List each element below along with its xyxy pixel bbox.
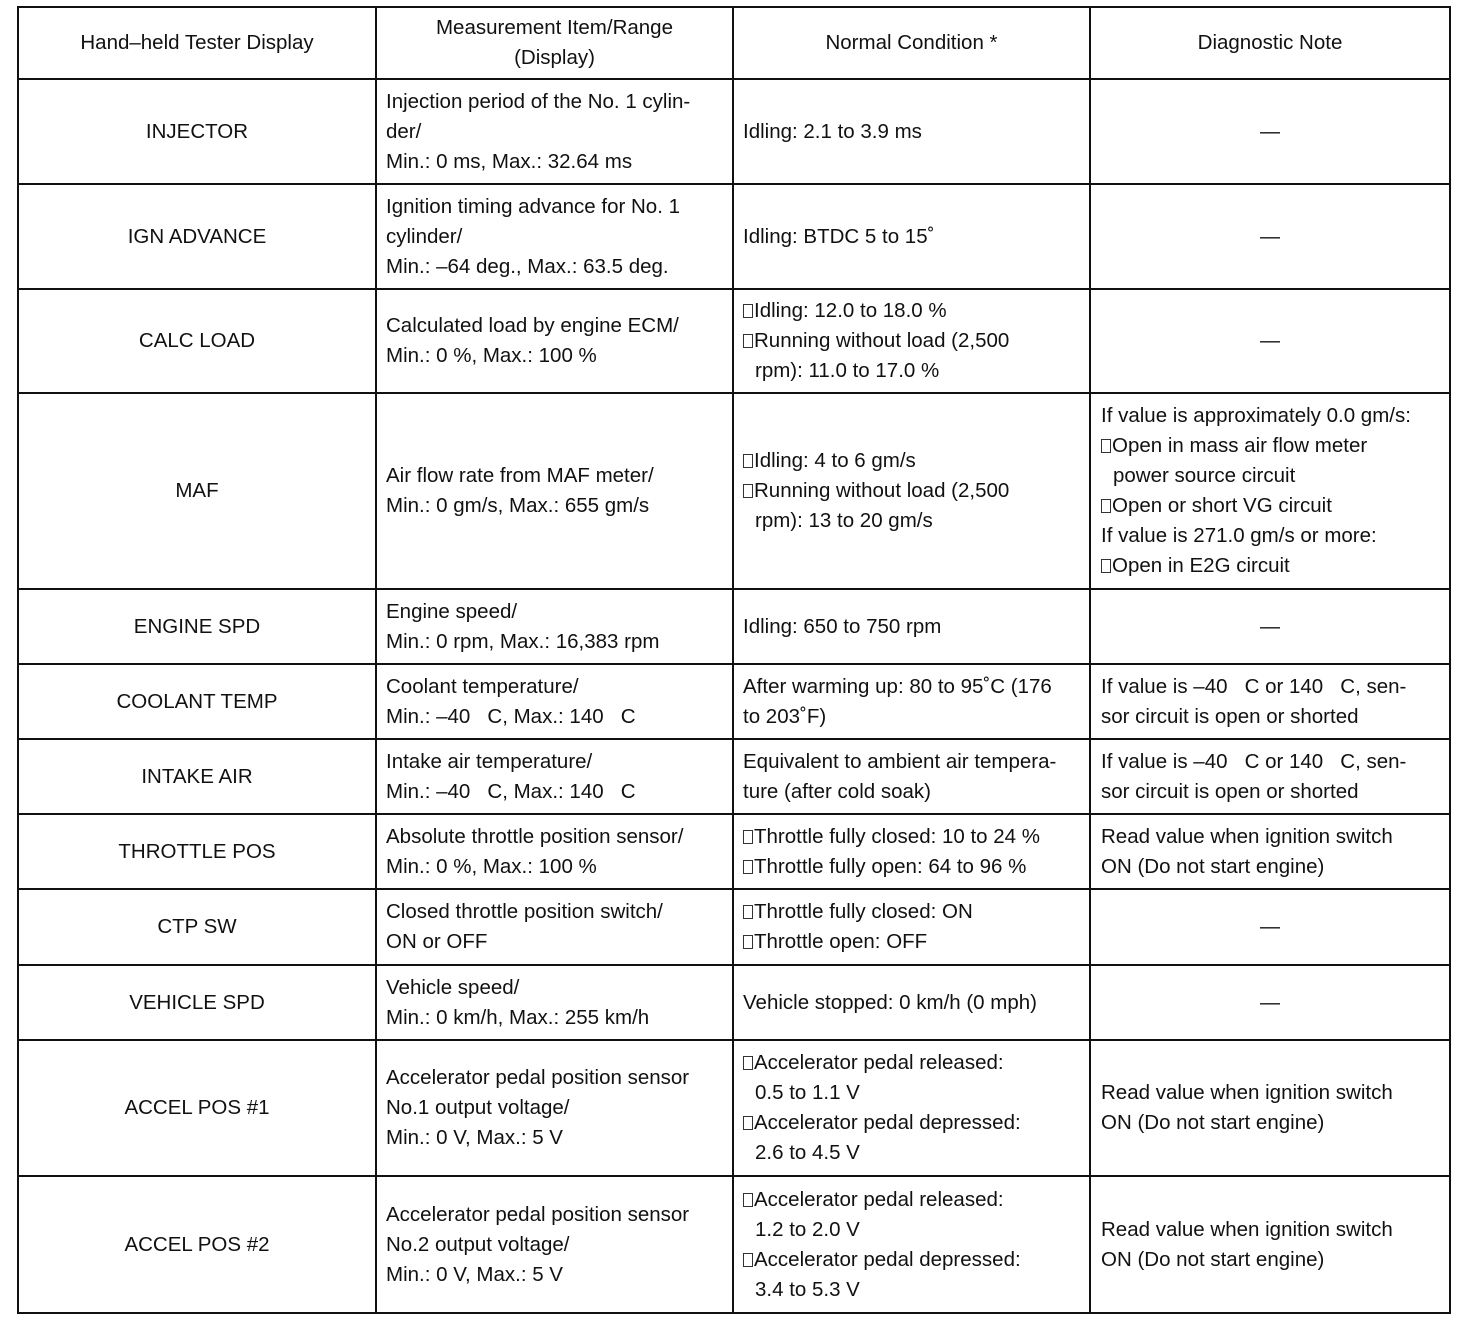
bullet-box-icon: [1101, 559, 1111, 573]
note-line: If value is 271.0 gm/s or more:: [1101, 524, 1377, 547]
tester-display-cell: [18, 1040, 376, 1176]
tester-display-text: CTP SW: [157, 915, 237, 938]
item-line: Min.: –40 C, Max.: 140 C: [386, 704, 636, 728]
header-measurement-line1: Measurement Item/Range: [435, 16, 673, 39]
table-row: [18, 664, 1450, 739]
normal-condition-cell: [733, 184, 1090, 289]
tester-display-cell: [18, 393, 376, 589]
measurement-item-cell: [376, 289, 733, 393]
bullet-box-icon: [1101, 499, 1111, 513]
item-line: Min.: 0 %, Max.: 100 %: [386, 344, 597, 367]
diagnostic-note-cell: [1090, 393, 1450, 589]
table-row: [18, 289, 1450, 393]
diagnostic-note-cell: [1090, 814, 1450, 889]
normal-line: After warming up: 80 to 95˚C (176: [743, 674, 1052, 698]
table-row: [18, 889, 1450, 965]
tester-display-cell: [18, 965, 376, 1040]
normal-line-text: Accelerator pedal depressed:: [754, 1247, 1021, 1271]
measurement-item-cell: [376, 589, 733, 664]
item-line: Min.: –40 C, Max.: 140 C: [386, 779, 636, 803]
header-measurement-line2: (Display): [514, 46, 595, 69]
normal-line: 1.2 to 2.0 V: [755, 1217, 860, 1241]
header-measurement-item: [376, 7, 733, 79]
normal-condition-cell: [733, 393, 1090, 589]
item-line: Accelerator pedal position sensor: [386, 1066, 690, 1089]
tester-display-cell: [18, 664, 376, 739]
tester-display-text: INJECTOR: [145, 119, 249, 143]
item-line: Vehicle speed/: [386, 975, 520, 999]
item-line: Engine speed/: [386, 599, 518, 623]
diagnostic-note-cell: [1090, 1176, 1450, 1313]
item-line: No.1 output voltage/: [386, 1096, 570, 1119]
item-line: Ignition timing advance for No. 1: [386, 194, 680, 218]
measurement-item-cell: [376, 889, 733, 965]
diagnostic-note-cell: [1090, 184, 1450, 289]
bullet-box-icon: [743, 1253, 753, 1267]
tester-display-text: IGN ADVANCE: [127, 224, 267, 248]
table-row: [18, 184, 1450, 289]
tester-display-text: MAF: [175, 479, 219, 502]
tester-display-text: ACCEL POS #1: [124, 1096, 270, 1119]
item-line: Min.: –64 deg., Max.: 63.5 deg.: [386, 254, 669, 278]
header-normal-condition-text: Normal Condition *: [825, 31, 998, 54]
item-line: cylinder/: [386, 224, 463, 248]
normal-line-text: Throttle fully closed: 10 to 24 %: [754, 824, 1041, 848]
normal-line: to 203˚F): [743, 704, 827, 728]
normal-condition-cell: [733, 1040, 1090, 1176]
table-row: [18, 1176, 1450, 1313]
item-line: ON or OFF: [386, 930, 488, 953]
normal-line-text: Throttle fully closed: ON: [754, 900, 973, 923]
measurement-item-cell: [376, 79, 733, 184]
diagnostic-note-cell: [1090, 664, 1450, 739]
header-normal-condition: [733, 7, 1090, 79]
diagnostic-note-cell: [1090, 589, 1450, 664]
header-diagnostic-note: [1090, 7, 1450, 79]
diagnostic-note-cell: [1090, 79, 1450, 184]
measurement-item-cell: [376, 965, 733, 1040]
normal-line: 2.6 to 4.5 V: [755, 1141, 860, 1164]
bullet-box-icon: [743, 905, 753, 919]
no-note-dash: —: [1260, 991, 1280, 1014]
bullet-box-icon: [743, 1056, 753, 1070]
normal-bullet-line: [743, 822, 1081, 852]
note-line: If value is approximately 0.0 gm/s:: [1101, 404, 1411, 427]
header-row: [18, 7, 1450, 79]
item-line: Air flow rate from MAF meter/: [386, 464, 654, 487]
data-list-table-container: [17, 6, 1449, 1314]
item-line: Absolute throttle position sensor/: [386, 824, 684, 848]
measurement-item-cell: [376, 739, 733, 814]
item-line: Coolant temperature/: [386, 674, 579, 698]
item-line: Accelerator pedal position sensor: [386, 1202, 690, 1226]
normal-line: Vehicle stopped: 0 km/h (0 mph): [743, 990, 1037, 1014]
note-line-text: Open or short VG circuit: [1112, 494, 1332, 517]
measurement-item-cell: [376, 1176, 733, 1313]
normal-condition-cell: [733, 289, 1090, 393]
no-note-dash: —: [1260, 916, 1280, 938]
note-line: Read value when ignition switch: [1101, 824, 1393, 848]
bullet-box-icon: [743, 304, 753, 318]
diagnostic-note-cell: [1090, 1040, 1450, 1176]
normal-bullet-line: [743, 326, 1081, 356]
note-line-text: Open in mass air flow meter: [1112, 434, 1368, 457]
tester-display-text: CALC LOAD: [138, 329, 256, 352]
note-line: ON (Do not start engine): [1101, 1247, 1325, 1271]
table-row: [18, 814, 1450, 889]
note-line-text: Open in E2G circuit: [1112, 554, 1290, 577]
normal-line: Idling: 2.1 to 3.9 ms: [743, 119, 922, 143]
note-line: sor circuit is open or shorted: [1101, 704, 1359, 728]
normal-line: rpm): 13 to 20 gm/s: [755, 509, 933, 532]
table-row: [18, 589, 1450, 664]
bullet-box-icon: [1101, 439, 1111, 453]
bullet-box-icon: [743, 484, 753, 498]
bullet-box-icon: [743, 935, 753, 949]
item-line: Min.: 0 V, Max.: 5 V: [386, 1262, 563, 1286]
normal-line: ture (after cold soak): [743, 779, 931, 803]
data-list-table: [17, 6, 1451, 1314]
normal-line: 0.5 to 1.1 V: [755, 1081, 860, 1104]
table-row: [18, 393, 1450, 589]
note-line: power source circuit: [1113, 464, 1296, 487]
normal-bullet-line: [743, 1108, 1081, 1138]
no-note-dash: —: [1260, 120, 1280, 143]
normal-line-text: Accelerator pedal depressed:: [754, 1111, 1021, 1134]
measurement-item-cell: [376, 184, 733, 289]
note-bullet-line: [1101, 551, 1441, 581]
normal-bullet-line: [743, 446, 1081, 476]
normal-bullet-line: [743, 1245, 1081, 1275]
normal-bullet-line: [743, 476, 1081, 506]
note-line: ON (Do not start engine): [1101, 1111, 1325, 1134]
tester-display-text: ACCEL POS #2: [124, 1232, 270, 1256]
normal-bullet-line: [743, 296, 1081, 326]
normal-condition-cell: [733, 814, 1090, 889]
item-line: Min.: 0 rpm, Max.: 16,383 rpm: [386, 629, 660, 653]
normal-line: 3.4 to 5.3 V: [755, 1277, 860, 1301]
table-row: [18, 79, 1450, 184]
normal-line-text: Running without load (2,500: [754, 329, 1010, 352]
normal-condition-cell: [733, 889, 1090, 965]
item-line: Min.: 0 km/h, Max.: 255 km/h: [386, 1005, 650, 1029]
table-row: [18, 1040, 1450, 1176]
tester-display-cell: [18, 289, 376, 393]
normal-line-text: Accelerator pedal released:: [754, 1187, 1004, 1211]
tester-display-cell: [18, 739, 376, 814]
item-line: Closed throttle position switch/: [386, 900, 663, 923]
item-line: Min.: 0 ms, Max.: 32.64 ms: [386, 149, 633, 173]
note-line: Read value when ignition switch: [1101, 1081, 1393, 1104]
item-line: Injection period of the No. 1 cylin-: [386, 89, 691, 113]
tester-display-cell: [18, 184, 376, 289]
note-bullet-line: [1101, 491, 1441, 521]
normal-line-text: Idling: 4 to 6 gm/s: [754, 449, 916, 472]
bullet-box-icon: [743, 454, 753, 468]
tester-display-text: THROTTLE POS: [118, 839, 276, 863]
tester-display-cell: [18, 1176, 376, 1313]
measurement-item-cell: [376, 664, 733, 739]
measurement-item-cell: [376, 1040, 733, 1176]
normal-condition-cell: [733, 79, 1090, 184]
header-diagnostic-note-text: Diagnostic Note: [1197, 31, 1343, 54]
note-line: Read value when ignition switch: [1101, 1217, 1393, 1241]
tester-display-cell: [18, 79, 376, 184]
item-line: No.2 output voltage/: [386, 1232, 570, 1256]
bullet-box-icon: [743, 1116, 753, 1130]
item-line: Min.: 0 gm/s, Max.: 655 gm/s: [386, 494, 650, 517]
note-line: If value is –40 C or 140 C, sen-: [1101, 749, 1407, 773]
header-tester-display: [18, 7, 376, 79]
normal-bullet-line: [743, 927, 1081, 957]
tester-display-text: ENGINE SPD: [133, 614, 261, 638]
header-tester-display-text: Hand–held Tester Display: [80, 31, 314, 54]
bullet-box-icon: [743, 1193, 753, 1207]
tester-display-cell: [18, 589, 376, 664]
note-line: If value is –40 C or 140 C, sen-: [1101, 674, 1407, 698]
normal-line-text: Throttle fully open: 64 to 96 %: [754, 854, 1027, 878]
normal-bullet-line: [743, 1048, 1081, 1078]
no-note-dash: —: [1260, 330, 1280, 352]
bullet-box-icon: [743, 830, 753, 844]
tester-display-cell: [18, 814, 376, 889]
diagnostic-note-cell: [1090, 965, 1450, 1040]
normal-line-text: Accelerator pedal released:: [754, 1051, 1004, 1074]
note-line: sor circuit is open or shorted: [1101, 779, 1359, 803]
bullet-box-icon: [743, 860, 753, 874]
normal-condition-cell: [733, 1176, 1090, 1313]
item-line: Intake air temperature/: [386, 749, 593, 773]
measurement-item-cell: [376, 393, 733, 589]
normal-line: Idling: BTDC 5 to 15˚: [743, 224, 935, 248]
table-row: [18, 965, 1450, 1040]
bullet-box-icon: [743, 334, 753, 348]
diagnostic-note-cell: [1090, 889, 1450, 965]
normal-bullet-line: [743, 1185, 1081, 1215]
measurement-item-cell: [376, 814, 733, 889]
normal-condition-cell: [733, 664, 1090, 739]
note-bullet-line: [1101, 431, 1441, 461]
normal-line-text: Running without load (2,500: [754, 479, 1010, 502]
normal-bullet-line: [743, 897, 1081, 927]
item-line: der/: [386, 119, 422, 143]
item-line: Min.: 0 V, Max.: 5 V: [386, 1126, 563, 1149]
normal-line: rpm): 11.0 to 17.0 %: [755, 359, 940, 382]
table-row: [18, 739, 1450, 814]
normal-condition-cell: [733, 739, 1090, 814]
normal-line: Idling: 650 to 750 rpm: [743, 614, 942, 638]
normal-condition-cell: [733, 965, 1090, 1040]
tester-display-cell: [18, 889, 376, 965]
tester-display-text: COOLANT TEMP: [116, 689, 278, 713]
diagnostic-note-cell: [1090, 289, 1450, 393]
item-line: Min.: 0 %, Max.: 100 %: [386, 854, 597, 878]
normal-bullet-line: [743, 852, 1081, 882]
normal-line-text: Throttle open: OFF: [754, 930, 928, 953]
item-line: Calculated load by engine ECM/: [386, 314, 679, 337]
no-note-dash: —: [1260, 225, 1280, 248]
tester-display-text: VEHICLE SPD: [129, 990, 265, 1014]
no-note-dash: —: [1260, 615, 1280, 638]
diagnostic-note-cell: [1090, 739, 1450, 814]
tester-display-text: INTAKE AIR: [141, 764, 253, 788]
normal-condition-cell: [733, 589, 1090, 664]
normal-line: Equivalent to ambient air tempera-: [743, 749, 1057, 773]
note-line: ON (Do not start engine): [1101, 854, 1325, 878]
normal-line-text: Idling: 12.0 to 18.0 %: [754, 299, 947, 322]
